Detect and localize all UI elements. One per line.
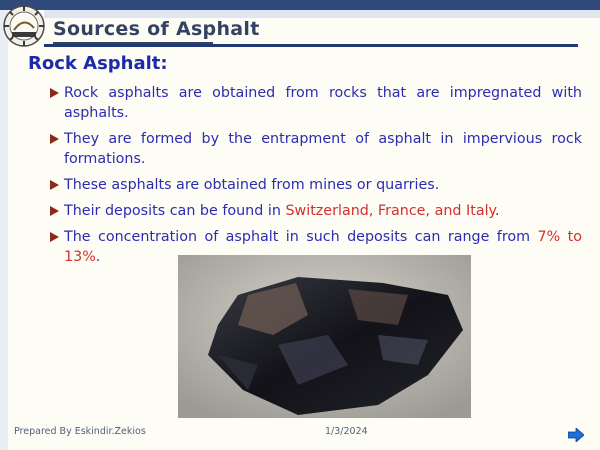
triangle-bullet-icon [50, 180, 59, 190]
slide-title: Sources of Asphalt [53, 18, 260, 40]
bullet-item [50, 129, 582, 169]
footer-date: 1/3/2024 [325, 426, 368, 437]
bullet-text: These asphalts are obtained from mines or quarries. [64, 177, 440, 193]
bullet-list [50, 83, 582, 273]
top-frame-band [0, 0, 600, 10]
bullet-text: . [95, 249, 101, 265]
triangle-bullet-icon [50, 206, 59, 216]
bullet-item [50, 83, 582, 123]
title-underline [53, 42, 213, 44]
bullet-text: . [494, 203, 500, 219]
bullet-text: The concentration of asphalt in such deposits can range from [64, 229, 538, 245]
slide-subtitle: Rock Asphalt: [28, 53, 168, 74]
university-seal-icon [2, 4, 46, 48]
footer-author: Prepared By Eskindir.Zekios [14, 426, 146, 437]
top-frame-light [44, 10, 600, 18]
bullet-text: They are formed by the entrapment of asphalt in impervious rock formations. [64, 131, 582, 167]
bullet-text: Their deposits can be found in [64, 203, 286, 219]
bullet-item [50, 201, 582, 221]
rock-asphalt-photo [178, 255, 471, 418]
triangle-bullet-icon [50, 88, 59, 98]
triangle-bullet-icon [50, 232, 59, 242]
triangle-bullet-icon [50, 134, 59, 144]
bullet-item [50, 175, 582, 195]
highlighted-text: Switzerland, France, and Italy [285, 203, 495, 219]
bullet-text: Rock asphalts are obtained from rocks that are impregnated with asphalts. [64, 85, 582, 121]
highlighted-text: 7% to 13% [64, 229, 582, 265]
next-arrow-icon[interactable] [568, 427, 584, 441]
left-frame-band [0, 0, 8, 450]
